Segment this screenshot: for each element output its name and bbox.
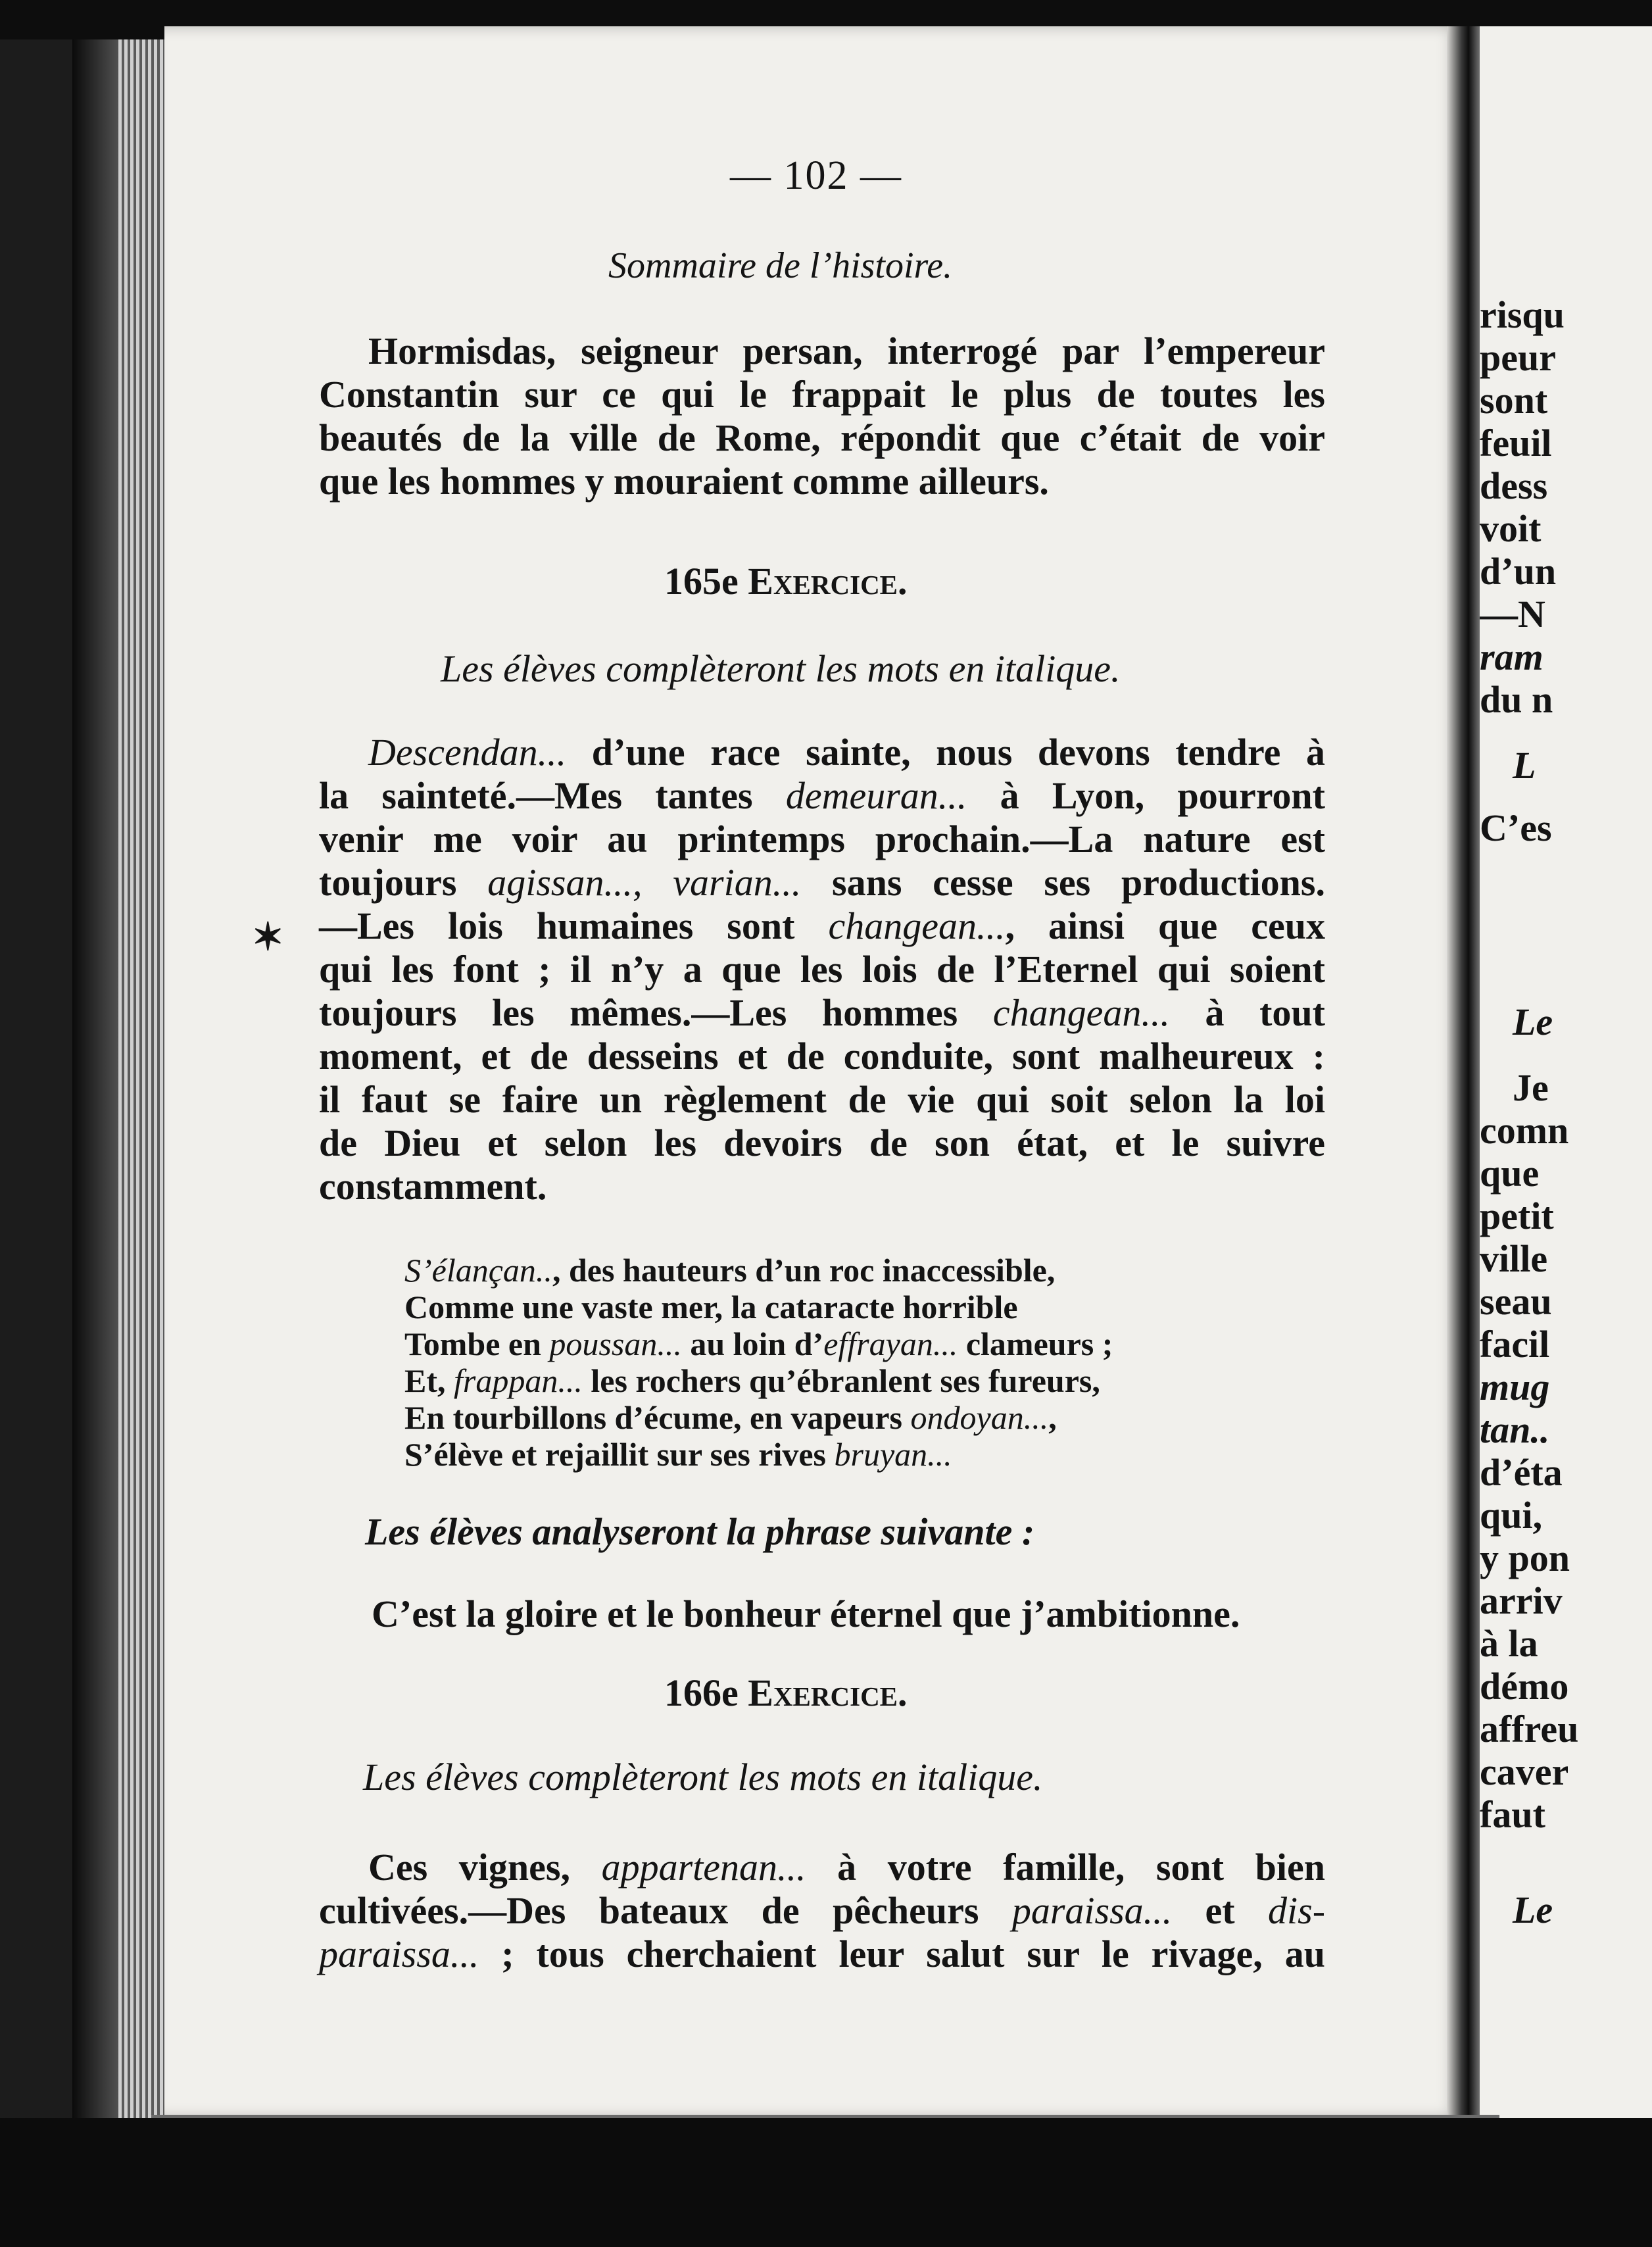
text-run: toujours [319, 861, 488, 904]
verse-line [404, 1288, 1018, 1326]
italic-word: effrayan... [823, 1325, 958, 1362]
italic-word: frappan... [454, 1362, 583, 1399]
text-run: constamment. [319, 1165, 547, 1208]
right-page [1480, 26, 1652, 2118]
text-run: clameurs ; [958, 1325, 1113, 1362]
text-run: , [1048, 1399, 1057, 1436]
text-run: et [1172, 1889, 1269, 1932]
text-run: , des hauteurs d’un roc inaccessible, [552, 1252, 1056, 1289]
right-page-fragment: arriv [1480, 1579, 1563, 1622]
italic-word: changean... [992, 991, 1170, 1034]
exercise-166-line [319, 1932, 1325, 1976]
exercise-166-heading [664, 1671, 908, 1715]
right-page-fragment: d’éta [1480, 1451, 1563, 1494]
right-page-fragment: faut [1480, 1793, 1545, 1836]
right-page-fragment: ville [1480, 1237, 1548, 1280]
exercise-165-line [319, 991, 1325, 1035]
italic-word: agissan..., varian... [487, 861, 802, 904]
summary-line: que les hommes y mouraient comme ailleurs. [319, 460, 1049, 503]
exercise-165-heading [664, 559, 908, 603]
italic-word: demeuran... [785, 774, 967, 817]
right-page-fragment: caver [1480, 1750, 1569, 1793]
right-page-fragment: à la [1480, 1622, 1538, 1665]
right-page-fragment: que [1480, 1152, 1540, 1195]
exercise-165-line [319, 1077, 1325, 1122]
italic-word: ondoyan... [910, 1399, 1049, 1436]
exercise-165-instruction: Les élèves complèteront les mots en italique. [441, 647, 1121, 690]
page-edges [118, 39, 164, 2131]
right-page-fragment: Le [1513, 1000, 1553, 1043]
exercise-166-line [319, 1889, 1325, 1933]
analysis-sentence: C’est la gloire et le bonheur éternel que j’ambitionne. [372, 1593, 1240, 1635]
exercise-165-number: 165e [664, 560, 739, 603]
exercise-165-line [319, 774, 1325, 818]
right-page-fragment: peur [1480, 336, 1556, 379]
right-page-fragment: petit [1480, 1195, 1554, 1237]
text-run: , ainsi que ceux [1005, 904, 1325, 947]
exercise-165-line [319, 1034, 1325, 1078]
exercise-165-line [319, 1164, 1325, 1208]
summary-line: Constantin sur ce qui le frappait le plus de toutes les [319, 373, 1325, 416]
italic-word: Descendan... [368, 731, 567, 774]
scan-bottom-edge [0, 2118, 1652, 2247]
text-run: qui les font ; il n’y a que les lois de l’Eternel qui soient [319, 948, 1325, 991]
verse-line [404, 1362, 1100, 1400]
text-run: les rochers qu’ébranlent ses fureurs, [582, 1362, 1100, 1399]
verse-line [404, 1398, 1057, 1437]
right-page-fragment: feuil [1480, 422, 1552, 464]
text-run: ; tous cherchaient leur salut sur le rivage, au [479, 1933, 1325, 1975]
text-run: S’élève et rejaillit sur ses rives [404, 1436, 835, 1473]
right-page-fragment: Le [1513, 1889, 1553, 1931]
right-page-fragment: dess [1480, 464, 1548, 507]
right-page-fragment: —N [1480, 593, 1545, 635]
exercise-165-line [319, 947, 1325, 991]
italic-word: paraissa... [319, 1933, 479, 1975]
exercise-165-line [319, 817, 1325, 861]
text-run: cultivées.—Des bateaux de pêcheurs [319, 1889, 1012, 1932]
italic-word: dis- [1268, 1889, 1326, 1932]
right-page-fragment: L [1513, 744, 1536, 787]
right-page-fragment: d’un [1480, 550, 1557, 593]
right-page-fragment: qui, [1480, 1494, 1543, 1537]
text-run: à votre famille, sont bien [806, 1846, 1326, 1889]
margin-mark: ✶ [252, 916, 284, 958]
right-page-fragment: mug [1480, 1366, 1550, 1408]
verse-line [404, 1251, 1055, 1289]
text-run: au loin d’ [681, 1325, 824, 1362]
italic-word: paraissa... [1011, 1889, 1173, 1932]
exercise-165-line [368, 730, 1325, 774]
right-page-fragment: tan.. [1480, 1408, 1550, 1451]
page-number: — 102 — [730, 153, 902, 198]
text-run: moment, et de desseins et de conduite, sont malheureux : [319, 1035, 1325, 1077]
text-run: toujours les mêmes.—Les hommes [319, 991, 993, 1034]
text-run: la sainteté.—Mes tantes [319, 774, 786, 817]
right-page-fragment: démo [1480, 1665, 1569, 1708]
summary-line: Hormisdas, seigneur persan, interrogé par l’empereur [368, 330, 1325, 372]
text-run: —Les lois humaines sont [319, 904, 829, 947]
exercise-166-instruction: Les élèves complèteront les mots en italique. [363, 1756, 1043, 1798]
italic-word: changean... [828, 904, 1006, 947]
text-run: Comme une vaste mer, la cataracte horrible [404, 1289, 1018, 1325]
text-run: à tout [1169, 991, 1325, 1034]
book-gutter [1447, 26, 1483, 2118]
summary-line: beautés de la ville de Rome, répondit que c’était de voir [319, 416, 1325, 459]
exercise-166-label: Exercice. [748, 1671, 908, 1714]
verse-line [404, 1325, 1113, 1363]
right-page-fragment: C’es [1480, 806, 1552, 849]
exercise-165-label: Exercice. [748, 560, 908, 603]
summary-title: Sommaire de l’histoire. [608, 245, 953, 286]
text-run: Tombe en [404, 1325, 550, 1362]
verse-line [404, 1435, 952, 1473]
exercise-165-line [319, 860, 1325, 904]
right-page-fragment: sont [1480, 379, 1548, 422]
right-page-fragment: facil [1480, 1323, 1550, 1366]
exercise-166-line [368, 1845, 1325, 1889]
right-page-fragment: affreu [1480, 1708, 1579, 1750]
right-page-fragment: Je [1513, 1066, 1549, 1109]
text-run: d’une race sainte, nous devons tendre à [566, 731, 1325, 774]
right-page-fragment: voit [1480, 507, 1542, 550]
text-run: Et, [404, 1362, 454, 1399]
italic-word: poussan... [549, 1325, 682, 1362]
text-run: de Dieu et selon les devoirs de son état, et le suivre [319, 1122, 1325, 1164]
right-page-fragment: comn [1480, 1109, 1569, 1152]
italic-word: appartenan... [601, 1846, 806, 1889]
right-page-fragment: seau [1480, 1280, 1552, 1323]
text-run: venir me voir au printemps prochain.—La nature est [319, 818, 1325, 860]
right-page-fragment: ram [1480, 635, 1543, 678]
text-run: sans cesse ses productions. [801, 861, 1326, 904]
text-run: Ces vignes, [368, 1846, 602, 1889]
italic-word: S’élançan.. [404, 1252, 552, 1289]
right-page-fragment: y pon [1480, 1537, 1570, 1579]
exercise-165-line [319, 904, 1325, 948]
text-run: à Lyon, pourront [967, 774, 1325, 817]
exercise-166-number: 166e [664, 1671, 739, 1714]
right-page-fragment: risqu [1480, 293, 1565, 336]
text-run: En tourbillons d’écume, en vapeurs [404, 1399, 911, 1436]
analysis-instruction: Les élèves analyseront la phrase suivante : [365, 1510, 1035, 1553]
text-run: il faut se faire un règlement de vie qui soit selon la loi [319, 1078, 1325, 1121]
right-page-fragment: du n [1480, 678, 1553, 721]
exercise-165-line [319, 1121, 1325, 1165]
italic-word: bruyan... [834, 1436, 952, 1473]
